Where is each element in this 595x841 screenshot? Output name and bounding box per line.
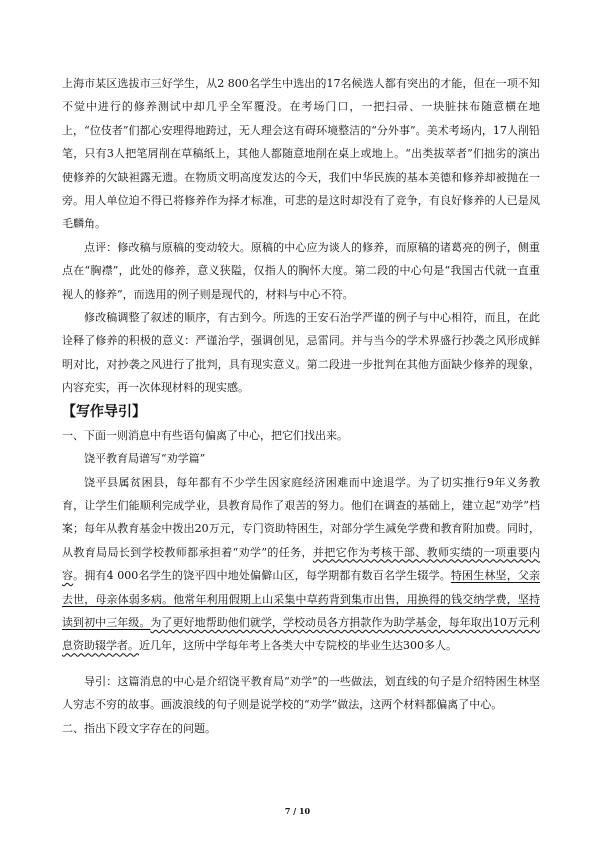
text-run: 修改稿调整了叙述的顺序，有古到今。所选的王安石治学严谨的例子与中心相符，而且，在此诠释了修养的积极的意义：严谨治学，强调创见，忌雷同。并与当今的学术界盛行抄袭之风形成鲜明对比，对抄袭之风进行了批判，具有现实意义。第二段进一步批判在其他方面缺少修养的现象，内容充实，再一次体现材料的现实感。 xyxy=(62,311,540,395)
document-body xyxy=(62,72,540,740)
text-run: 二、指出下段文字存在的问题。 xyxy=(62,721,216,735)
text-run: 上海市某区选拔市三好学生，从2 800名学生中选出的17名候选人都有突出的才能，但在一项不知不觉中进行的修养测试中却几乎全军覆没。在考场门口，一把扫帚、一块脏抹布随意横在地上，“位伎者”们都心安理得地跨过，无人理会这有碍环境整洁的“分外事”。美术考场内，17人削铅笔，只有3人把笔屑削在草稿纸上，其他人都随意地削在桌上或地上。“出类拔萃者”们拙劣的演出使修养的欠缺袒露无遗。在物质文明高度发达的今天，我们中华民族的基本美德和修养却被抛在一旁。用人单位迫不得已将修养作为择才标准，可悲的是这时却没有了竞争，有良好修养的人已是凤毛麟角。 xyxy=(62,77,540,231)
text-run: 导引：这篇消息的中心是介绍饶平教育局“劝学”的一些做法，划直线的句子是介绍特困生林坚人穷志不穷的故事。画波浪线的句子则是说学校的“劝学”做法，这两个材料都偏离了中心。 xyxy=(62,674,540,712)
paragraph xyxy=(62,447,540,470)
paragraph xyxy=(62,236,540,306)
paragraph xyxy=(62,306,540,400)
paragraph xyxy=(62,471,540,658)
section-heading: 【写作导引】 xyxy=(62,403,146,420)
paragraph-gap xyxy=(62,658,540,670)
page-number: 7 / 10 xyxy=(284,806,311,816)
wavy-underlined-sentence: 并把它作为考核干部、教师实绩的一项重要内容 xyxy=(62,545,540,583)
text-run: 近几年，这所中学每年考上各类大中专院校的毕业生达300多人。 xyxy=(139,639,457,653)
paragraph xyxy=(62,717,540,740)
paragraph xyxy=(62,670,540,717)
text-run: 一、下面一则消息中有些语句偏离了中心，把它们找出来。 xyxy=(62,428,348,442)
wavy-underlined-sentence: 为了更好地帮助他们就学，学校动员各方捐款作为助学基金，每年取出10万元利息资助辍学者。 xyxy=(62,615,541,653)
text-run: 饶平县属贫困县，每年都有不少学生因家庭经济困难而中途退学。为了切实推行9年义务教育，让学生们能顺利完成学业，县教育局作了艰苦的努力。他们在调查的基础上，建立起“劝学”档案；每年从教育基金中拨出20万元，专门资助特困生，对部分学生减免学费和教育附加费。同时，从教育局局长到学校教师都承担着“劝学”的任务， xyxy=(62,475,540,559)
text-run: 饶平教育局谱写“劝学篇” xyxy=(84,452,206,466)
text-run: 。拥有4 000名学生的饶平四中地处偏僻山区，每学期都有数百名学生辍学。 xyxy=(73,569,451,583)
paragraph xyxy=(62,424,540,447)
underlined-sentence: 特困生林坚，父亲去世，母亲体弱多病。他常年利用假期上山采集中草药背到集市出售，用换得的钱交纳学费，坚持读到初中三年级。 xyxy=(62,569,541,629)
paragraph xyxy=(62,72,540,236)
text-run: 点评：修改稿与原稿的变动较大。原稿的中心应为谈人的修养，而原稿的诸葛亮的例子，侧重点在“胸襟”，此处的修养，意义狭隘，仅指人的胸怀大度。第二段的中心句是“我国古代就一直重视人的修养”，而选用的例子则是现代的，材料与中心不符。 xyxy=(62,240,540,301)
